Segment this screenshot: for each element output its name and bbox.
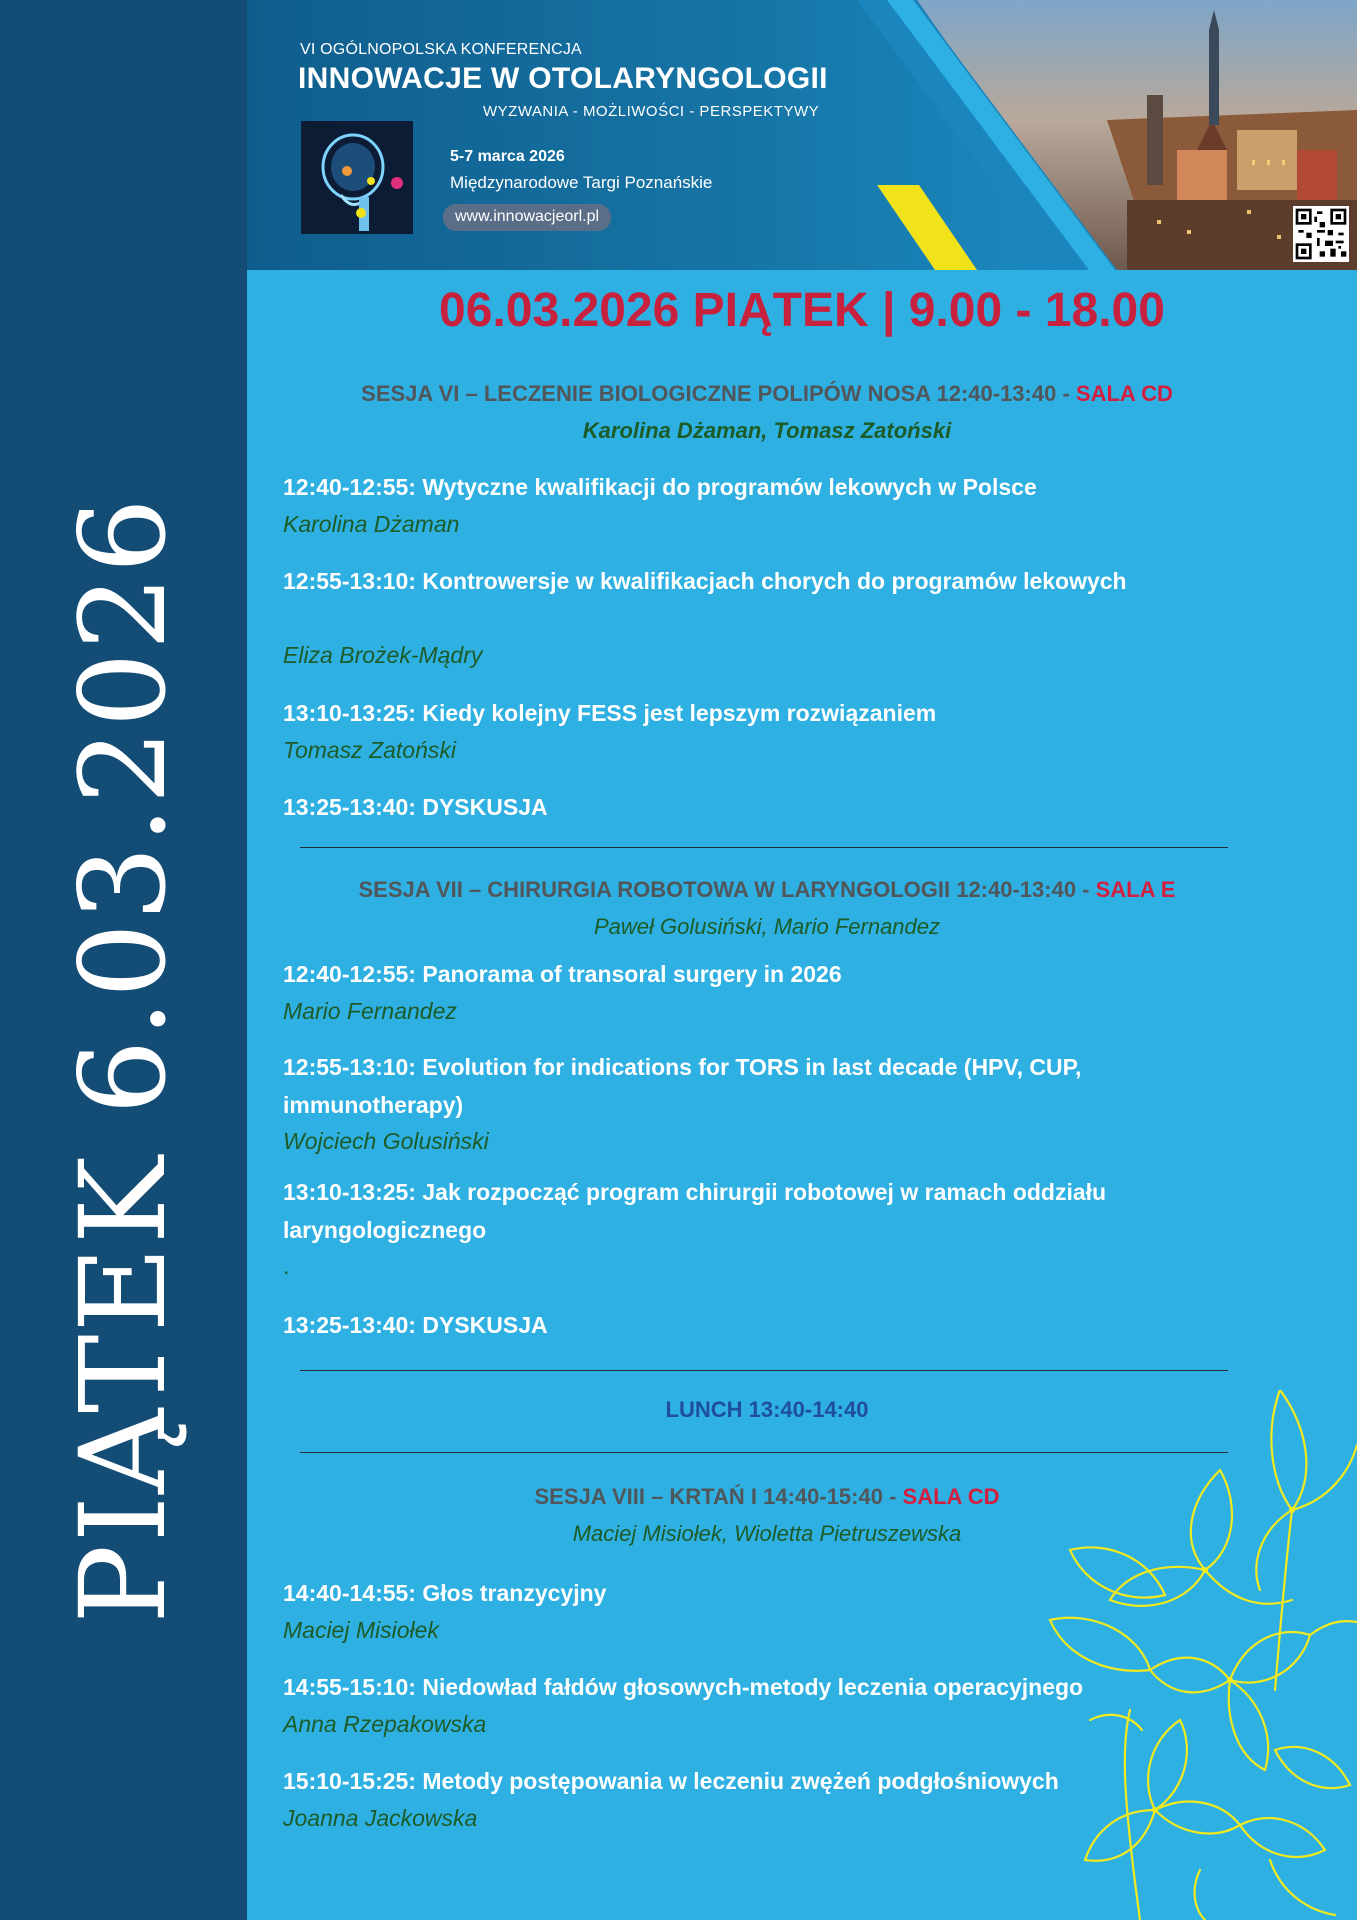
talk-title: 15:10-15:25: Metody postępowania w leczeniu zwężeń podgłośniowych <box>283 1768 1059 1794</box>
talk-title: 13:10-13:25: Jak rozpocząć program chirurgii robotowej w ramach oddziału laryngologicznego <box>283 1179 1107 1243</box>
session-room: SALA CD <box>902 1484 1000 1509</box>
session-title <box>247 877 1287 903</box>
talk-title: 14:55-15:10: Niedowład fałdów głosowych-metody leczenia operacyjnego <box>283 1674 1084 1700</box>
divider <box>300 1370 1228 1371</box>
talk-title: 13:25-13:40: DYSKUSJA <box>283 1312 548 1338</box>
xray-head-image <box>301 121 413 234</box>
session-chairs: Karolina Dżaman, Tomasz Zatoński <box>582 418 952 443</box>
session-room: SALA E <box>1095 877 1176 902</box>
session-title-text: SESJA VI – LECZENIE BIOLOGICZNE POLIPÓW NOSA 12:40-13:40 - <box>361 381 1076 406</box>
talk-speaker: Joanna Jackowska <box>283 1805 478 1831</box>
session-title <box>247 381 1287 407</box>
talk-title: 12:55-13:10: Evolution for indications for TORS in last decade (HPV, CUP, immunotherapy) <box>283 1054 1082 1118</box>
session-title <box>247 1484 1287 1510</box>
conference-title: INNOWACJE W OTOLARYNGOLOGII <box>298 62 828 95</box>
talk-speaker: Anna Rzepakowska <box>283 1711 487 1737</box>
conference-subtitle: WYZWANIA - MOŻLIWOŚCI - PERSPEKTYWY <box>483 103 820 120</box>
session-title-text: SESJA VII – CHIRURGIA ROBOTOWA W LARYNGOLOGII 12:40-13:40 - <box>358 877 1096 902</box>
session-title-text: SESJA VIII – KRTAŃ I 14:40-15:40 - <box>534 1484 903 1509</box>
city-photo-banner <box>857 0 1357 270</box>
talk-title: 14:40-14:55: Głos tranzycyjny <box>283 1580 607 1606</box>
talk-speaker: . <box>283 1253 290 1279</box>
session-room: SALA CD <box>1075 381 1173 406</box>
talk-speaker: Karolina Dżaman <box>283 511 460 537</box>
lunch-break: LUNCH 13:40-14:40 <box>665 1397 869 1422</box>
divider <box>300 847 1228 848</box>
conference-url[interactable]: www.innowacjeorl.pl <box>443 204 611 231</box>
conference-venue: Międzynarodowe Targi Poznańskie <box>450 173 713 192</box>
talk-speaker: Maciej Misiołek <box>283 1617 439 1643</box>
day-heading: 06.03.2026 PIĄTEK | 9.00 - 18.00 <box>439 284 1165 337</box>
sidebar <box>0 0 247 1920</box>
sidebar-title: PIĄTEK 6.03.2026 <box>54 496 192 1624</box>
conference-date: 5-7 marca 2026 <box>450 148 565 165</box>
qr-code-icon[interactable] <box>1293 206 1349 262</box>
talk-title: 12:55-13:10: Kontrowersje w kwalifikacjach chorych do programów lekowych <box>283 568 1127 594</box>
talk-speaker: Mario Fernandez <box>283 998 457 1024</box>
session-chairs: Paweł Golusiński, Mario Fernandez <box>593 914 941 939</box>
lily-flowers-decoration <box>1030 1390 1357 1920</box>
talk-speaker: Eliza Brożek-Mądry <box>283 642 483 668</box>
talk-title: 13:25-13:40: DYSKUSJA <box>283 794 548 820</box>
talk-title: 12:40-12:55: Panorama of transoral surgery in 2026 <box>283 961 842 987</box>
talk-title: 13:10-13:25: Kiedy kolejny FESS jest lepszym rozwiązaniem <box>283 700 937 726</box>
session-chairs: Maciej Misiołek, Wioletta Pietruszewska <box>572 1521 962 1546</box>
talk-speaker: Tomasz Zatoński <box>283 737 456 763</box>
talk-title: 12:40-12:55: Wytyczne kwalifikacji do programów lekowych w Polsce <box>283 474 1037 500</box>
talk-speaker: Wojciech Golusiński <box>283 1128 489 1154</box>
conference-kicker: VI OGÓLNOPOLSKA KONFERENCJA <box>300 41 582 58</box>
conference-header <box>247 0 1357 270</box>
